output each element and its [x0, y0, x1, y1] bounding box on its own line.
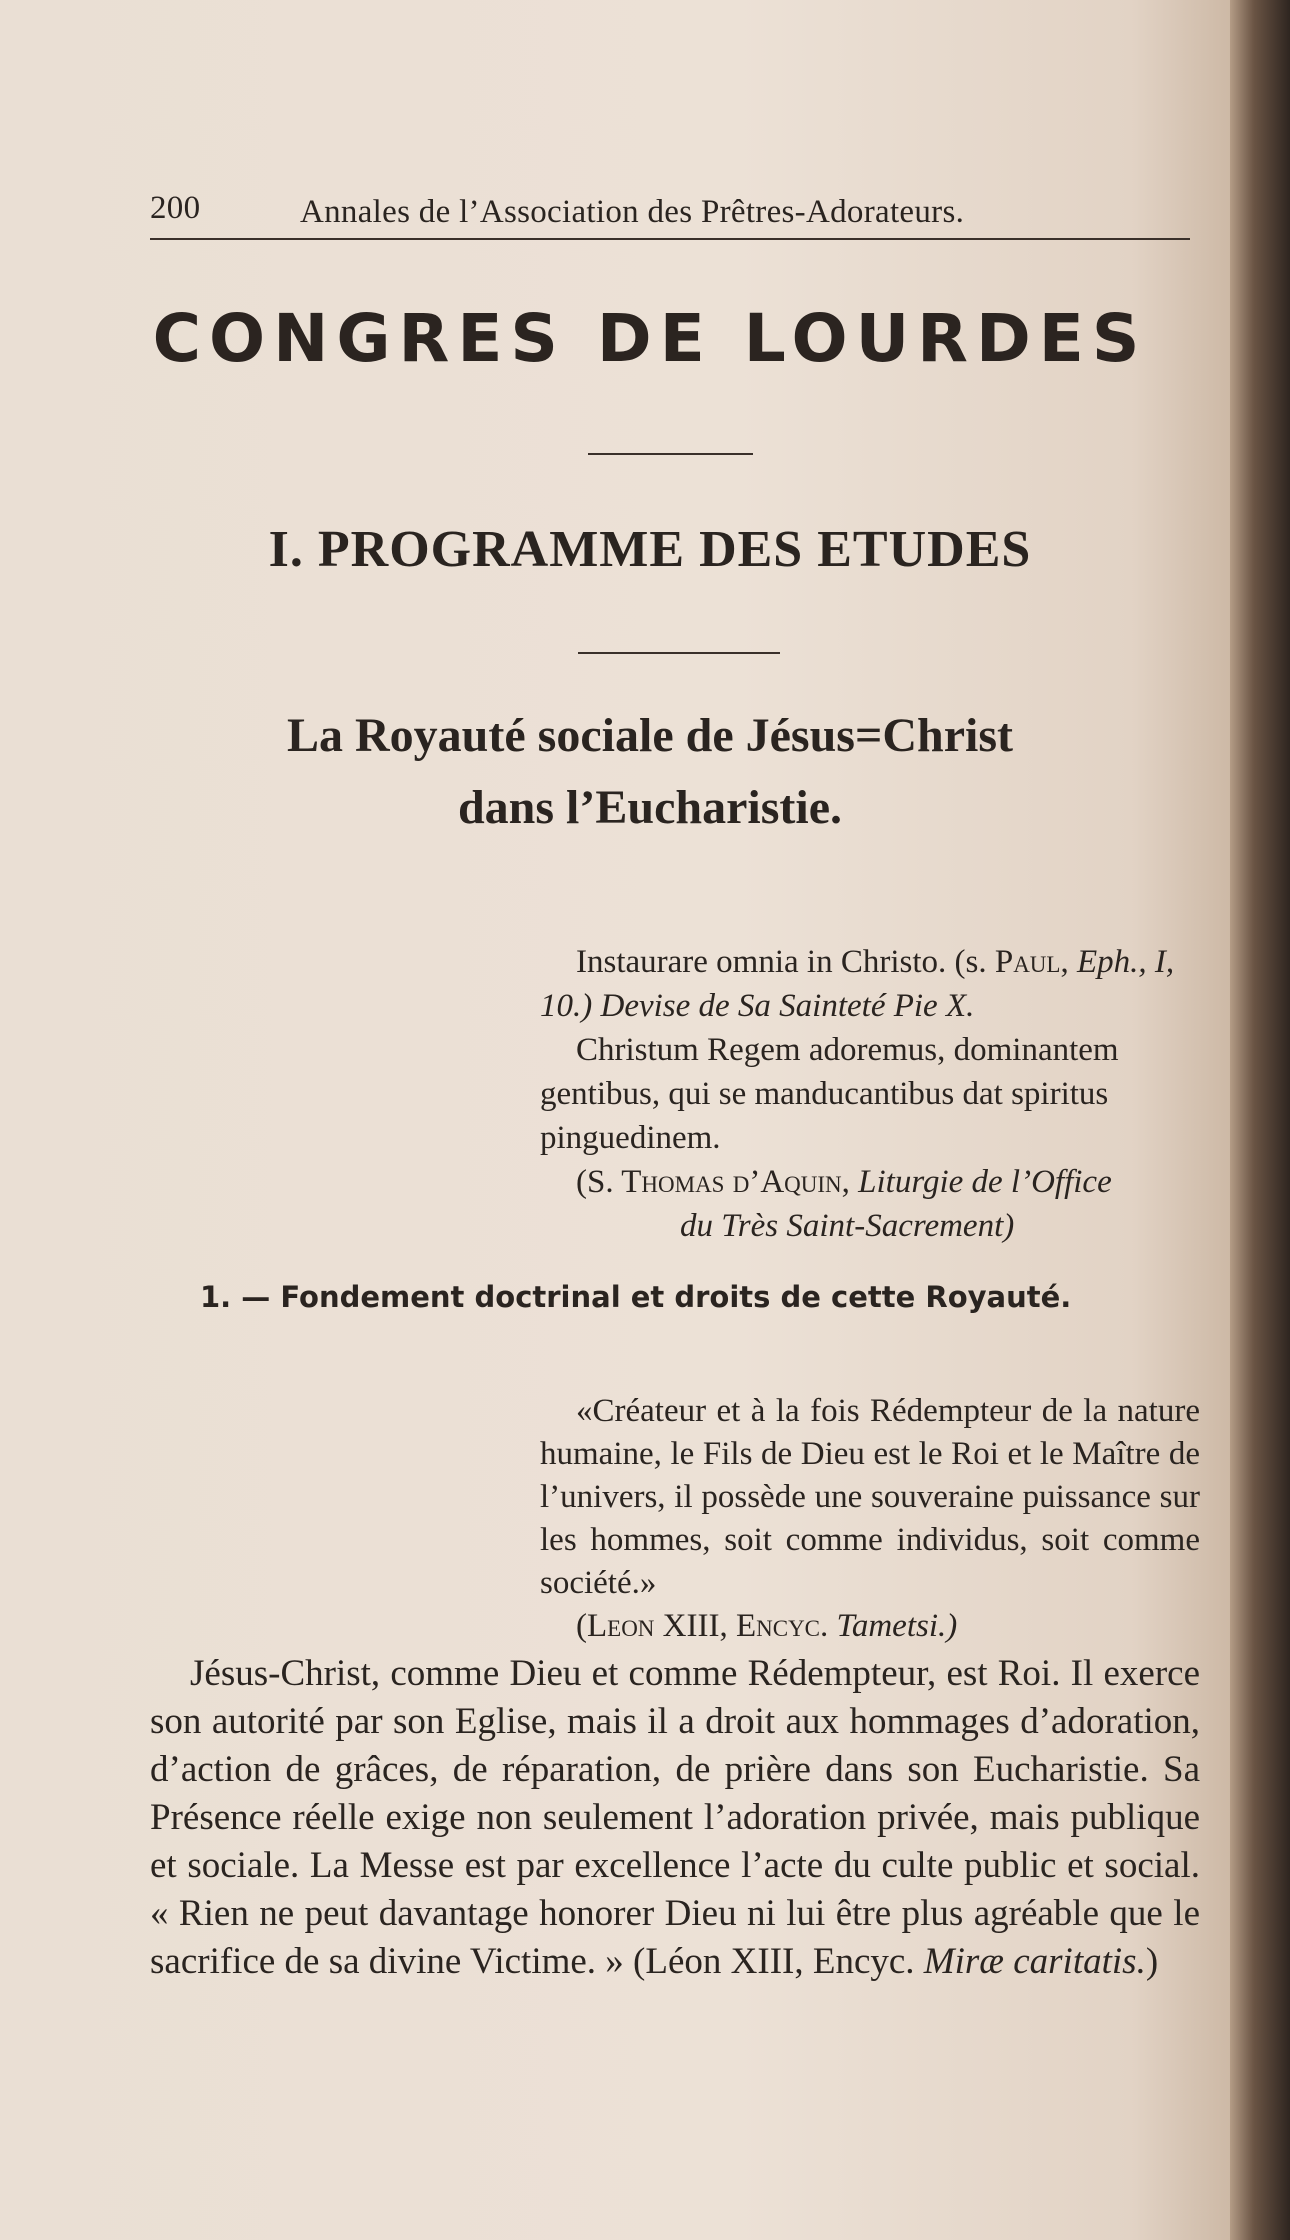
- block-quote: [540, 1390, 1200, 1648]
- paragraph-text: Jésus-Christ, comme Dieu et comme Rédempteur, est Roi. Il exerce son autorité par son Eglise, mais il a droit aux hommages d’adoration, d’action de grâces, de réparation, de prière dans son Eucharistie. Sa Présence réelle exige non seulement l’adoration privée, mais publique et sociale. La Messe est par excellence l’acte du culte public et social. « Rien ne peut davantage honorer Dieu ni lui être plus agréable que le sacrifice de sa divine Victime. » (Léon XIII, Encyc. Miræ caritatis.): [150, 1653, 1200, 1982]
- quote-source: (Leon XIII, Encyc. Tametsi.): [576, 1608, 958, 1644]
- main-title-line-1: La Royauté sociale de Jésus=Christ: [287, 709, 1013, 762]
- section-title: I. PROGRAMME DES ETUDES: [268, 521, 1032, 578]
- header-rule: [150, 238, 1190, 240]
- main-title: [150, 700, 1150, 844]
- epigraph-quote-1: Instaurare omnia in Christo. (s. Paul, Eph., I, 10.) Devise de Sa Sainteté Pie X.: [540, 944, 1175, 1024]
- running-title: Annales de l’Association des Prêtres-Adorateurs.: [300, 194, 965, 230]
- epigraph-quote-2: Christum Regem adoremus, dominantem gentibus, qui se manducantibus dat spiritus pinguedinem.: [540, 1032, 1119, 1156]
- epigraph-source-cont: du Très Saint-Sacrement): [680, 1208, 1015, 1244]
- section-subheading: 1. — Fondement doctrinal et droits de cette Royauté.: [200, 1280, 1072, 1314]
- body-paragraph: [150, 1650, 1200, 1986]
- quote-text: «Créateur et à la fois Rédempteur de la nature humaine, le Fils de Dieu est le Roi et le Maître de l’univers, il possède une souveraine puissance sur les hommes, soit comme individus, soit comme société.»: [540, 1393, 1200, 1601]
- divider-rule: [588, 453, 753, 455]
- epigraph: [540, 940, 1200, 1248]
- congress-title: CONGRES DE LOURDES: [152, 300, 1148, 377]
- epigraph-source: (S. Thomas d’Aquin, Liturgie de l’Office: [576, 1164, 1112, 1200]
- book-spine: [1230, 0, 1290, 2240]
- main-title-line-2: dans l’Eucharistie.: [457, 781, 843, 834]
- running-header: [150, 180, 1190, 250]
- divider-rule: [578, 652, 780, 654]
- page-number: 200: [150, 190, 201, 226]
